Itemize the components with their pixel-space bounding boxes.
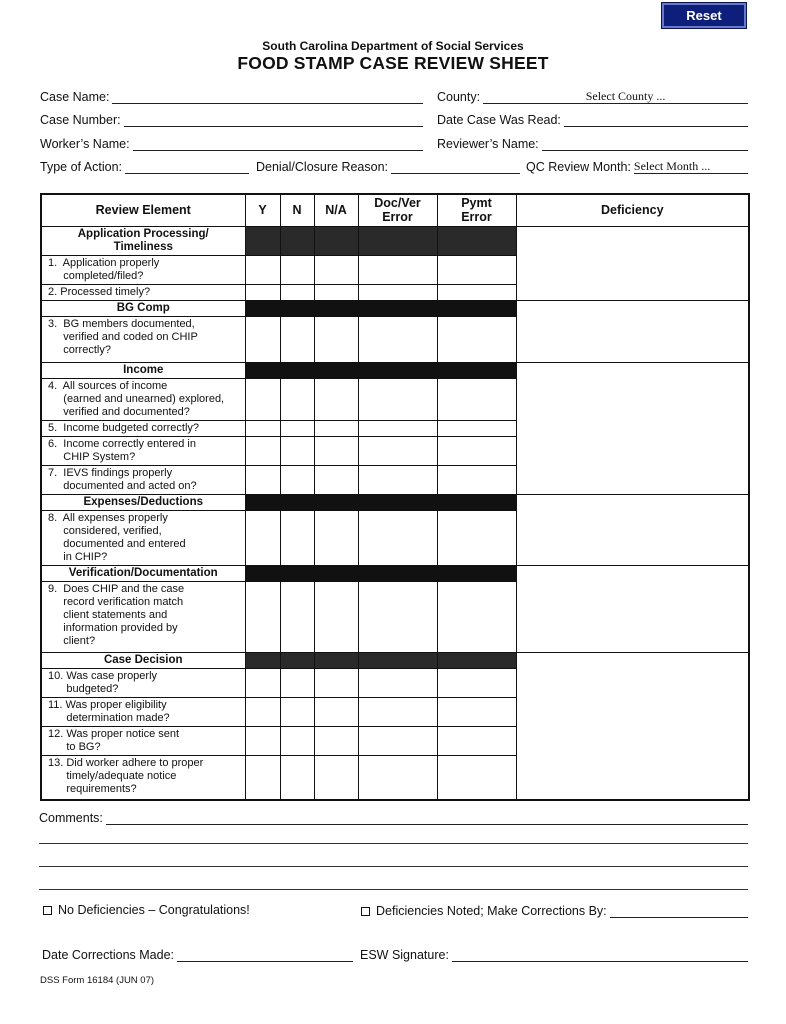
date-corrections-field[interactable] (42, 944, 353, 962)
y-cell[interactable] (245, 755, 280, 800)
n-cell[interactable] (280, 284, 314, 300)
pymt-error-cell[interactable] (437, 726, 516, 755)
y-cell[interactable] (245, 510, 280, 565)
pymt-error-cell[interactable] (437, 420, 516, 436)
pymt-error-cell[interactable] (437, 436, 516, 465)
na-cell[interactable] (314, 581, 358, 652)
section-shaded-cell (280, 494, 314, 510)
section-shaded-cell (245, 565, 280, 581)
section-shaded-cell (437, 226, 516, 255)
reviewer-name-field[interactable] (437, 133, 748, 151)
y-cell[interactable] (245, 697, 280, 726)
comments-input-line-1[interactable] (106, 811, 748, 825)
esw-signature-label: ESW Signature: (360, 948, 449, 962)
na-cell[interactable] (314, 378, 358, 420)
pymt-error-cell[interactable] (437, 284, 516, 300)
qc-month-field[interactable] (526, 156, 748, 174)
na-cell[interactable] (314, 668, 358, 697)
case-number-label: Case Number: (40, 113, 121, 127)
type-of-action-input[interactable] (125, 160, 249, 174)
deficiency-input[interactable] (516, 565, 749, 652)
deficiencies-noted-field[interactable] (361, 900, 748, 918)
n-cell[interactable] (280, 581, 314, 652)
deficiency-input[interactable] (516, 300, 749, 362)
county-select[interactable] (483, 90, 748, 104)
docver-error-cell[interactable] (358, 436, 437, 465)
comments-input-line-4[interactable] (39, 889, 748, 890)
pymt-error-cell[interactable] (437, 668, 516, 697)
esw-signature-input[interactable] (452, 948, 748, 962)
qc-month-select-value: Select Month ... (633, 159, 711, 173)
section-shaded-cell (314, 362, 358, 378)
date-read-label: Date Case Was Read: (437, 113, 561, 127)
review-item-text: 10. Was case properly budgeted? (41, 668, 245, 697)
y-cell[interactable] (245, 378, 280, 420)
deficiency-input[interactable] (516, 362, 749, 494)
section-title: Verification/Documentation (41, 565, 245, 581)
pymt-error-cell[interactable] (437, 697, 516, 726)
review-item-text: 3. BG members documented, verified and coded on CHIP correctly? (41, 316, 245, 362)
n-cell[interactable] (280, 755, 314, 800)
docver-error-cell[interactable] (358, 510, 437, 565)
na-cell[interactable] (314, 316, 358, 362)
n-cell[interactable] (280, 378, 314, 420)
esw-signature-field[interactable] (360, 944, 748, 962)
review-item-text: 1. Application properly completed/filed? (41, 255, 245, 284)
date-corrections-label: Date Corrections Made: (42, 948, 175, 962)
docver-error-cell[interactable] (358, 255, 437, 284)
review-item-text: 5. Income budgeted correctly? (41, 420, 245, 436)
header-review-element: Review Element (41, 194, 245, 226)
section-shaded-cell (245, 226, 280, 255)
n-cell[interactable] (280, 726, 314, 755)
pymt-error-cell[interactable] (437, 255, 516, 284)
pymt-error-cell[interactable] (437, 755, 516, 800)
date-corrections-input[interactable] (177, 948, 353, 962)
n-cell[interactable] (280, 510, 314, 565)
review-item-text: 11. Was proper eligibility determination made? (41, 697, 245, 726)
docver-error-cell[interactable] (358, 420, 437, 436)
comments-input-line-2[interactable] (39, 843, 748, 844)
no-deficiencies-label: No Deficiencies – Congratulations! (58, 903, 250, 917)
section-shaded-cell (314, 565, 358, 581)
pymt-error-cell[interactable] (437, 378, 516, 420)
review-item-text: 8. All expenses properly considered, verified, documented and entered in CHIP? (41, 510, 245, 565)
n-cell[interactable] (280, 465, 314, 494)
date-read-field[interactable] (437, 109, 748, 127)
y-cell[interactable] (245, 255, 280, 284)
header-n: N (280, 194, 314, 226)
date-read-input[interactable] (564, 113, 748, 127)
agency-name: South Carolina Department of Social Services (262, 39, 524, 53)
review-table (40, 193, 750, 801)
header-na: N/A (314, 194, 358, 226)
na-cell[interactable] (314, 755, 358, 800)
section-shaded-cell (437, 652, 516, 668)
review-item-text: 9. Does CHIP and the case record verification match client statements and information provided by client? (41, 581, 245, 652)
worker-name-field[interactable] (40, 133, 423, 151)
y-cell[interactable] (245, 316, 280, 362)
section-shaded-cell (280, 652, 314, 668)
na-cell[interactable] (314, 284, 358, 300)
section-shaded-cell (437, 300, 516, 316)
comments-label: Comments: (39, 811, 103, 825)
y-cell[interactable] (245, 668, 280, 697)
y-cell[interactable] (245, 465, 280, 494)
pymt-error-cell[interactable] (437, 510, 516, 565)
review-item-text: 7. IEVS findings properly documented and acted on? (41, 465, 245, 494)
section-shaded-cell (314, 494, 358, 510)
n-cell[interactable] (280, 436, 314, 465)
section-title: Case Decision (41, 652, 245, 668)
na-cell[interactable] (314, 697, 358, 726)
section-shaded-cell (358, 494, 437, 510)
na-cell[interactable] (314, 436, 358, 465)
section-shaded-cell (358, 652, 437, 668)
county-field[interactable] (437, 86, 748, 104)
denial-reason-label: Denial/Closure Reason: (256, 160, 389, 174)
section-header-row (41, 362, 749, 378)
section-shaded-cell (437, 494, 516, 510)
docver-error-cell[interactable] (358, 581, 437, 652)
type-of-action-label: Type of Action: (40, 160, 122, 174)
na-cell[interactable] (314, 255, 358, 284)
case-number-input[interactable] (124, 113, 423, 127)
deficiencies-noted-checkbox[interactable] (361, 907, 370, 916)
y-cell[interactable] (245, 726, 280, 755)
docver-error-cell[interactable] (358, 726, 437, 755)
deficiency-input[interactable] (516, 226, 749, 300)
reset-button[interactable]: Reset (662, 3, 746, 28)
section-shaded-cell (314, 300, 358, 316)
section-shaded-cell (358, 300, 437, 316)
section-header-row (41, 565, 749, 581)
deficiency-input[interactable] (516, 652, 749, 800)
reviewer-name-input[interactable] (542, 137, 748, 151)
section-title: BG Comp (41, 300, 245, 316)
section-shaded-cell (280, 565, 314, 581)
case-name-input[interactable] (112, 90, 423, 104)
section-shaded-cell (245, 494, 280, 510)
corrections-by-input[interactable] (610, 904, 748, 918)
docver-error-cell[interactable] (358, 697, 437, 726)
header-deficiency: Deficiency (516, 194, 749, 226)
docver-error-cell[interactable] (358, 755, 437, 800)
form-number: DSS Form 16184 (JUN 07) (40, 975, 155, 986)
section-shaded-cell (314, 226, 358, 255)
table-body (41, 226, 749, 800)
table-header-row (41, 194, 749, 226)
header-pymt-error: Pymt Error (437, 194, 516, 226)
denial-reason-field[interactable] (256, 156, 520, 174)
pymt-error-cell[interactable] (437, 581, 516, 652)
qc-month-select[interactable] (634, 160, 748, 174)
n-cell[interactable] (280, 668, 314, 697)
section-shaded-cell (280, 300, 314, 316)
n-cell[interactable] (280, 420, 314, 436)
na-cell[interactable] (314, 510, 358, 565)
type-of-action-field[interactable] (40, 156, 249, 174)
worker-name-label: Worker’s Name: (40, 137, 130, 151)
section-header-row (41, 300, 749, 316)
n-cell[interactable] (280, 316, 314, 362)
docver-error-cell[interactable] (358, 316, 437, 362)
section-shaded-cell (280, 362, 314, 378)
deficiency-input[interactable] (516, 494, 749, 565)
section-title: Application Processing/ Timeliness (41, 226, 245, 255)
docver-error-cell[interactable] (358, 668, 437, 697)
section-title: Expenses/Deductions (41, 494, 245, 510)
y-cell[interactable] (245, 581, 280, 652)
section-shaded-cell (437, 362, 516, 378)
header-docver-error: Doc/Ver Error (358, 194, 437, 226)
section-header-row (41, 494, 749, 510)
docver-error-cell[interactable] (358, 378, 437, 420)
n-cell[interactable] (280, 697, 314, 726)
na-cell[interactable] (314, 420, 358, 436)
section-header-row (41, 652, 749, 668)
comments-input-line-3[interactable] (39, 866, 748, 867)
review-item-text: 12. Was proper notice sent to BG? (41, 726, 245, 755)
pymt-error-cell[interactable] (437, 465, 516, 494)
case-number-field[interactable] (40, 109, 423, 127)
qc-month-label: QC Review Month: (526, 160, 631, 174)
na-cell[interactable] (314, 465, 358, 494)
form-title: FOOD STAMP CASE REVIEW SHEET (237, 53, 549, 73)
docver-error-cell[interactable] (358, 284, 437, 300)
na-cell[interactable] (314, 726, 358, 755)
section-shaded-cell (314, 652, 358, 668)
case-name-label: Case Name: (40, 90, 110, 104)
worker-name-input[interactable] (133, 137, 423, 151)
section-shaded-cell (280, 226, 314, 255)
review-item-text: 2. Processed timely? (41, 284, 245, 300)
section-shaded-cell (358, 565, 437, 581)
section-header-row (41, 226, 749, 255)
y-cell[interactable] (245, 284, 280, 300)
section-title: Income (41, 362, 245, 378)
section-shaded-cell (245, 362, 280, 378)
review-item-text: 4. All sources of income (earned and unearned) explored, verified and documented? (41, 378, 245, 420)
section-shaded-cell (437, 565, 516, 581)
county-label: County: (437, 90, 481, 104)
review-item-text: 6. Income correctly entered in CHIP System? (41, 436, 245, 465)
docver-error-cell[interactable] (358, 465, 437, 494)
denial-reason-input[interactable] (391, 160, 520, 174)
section-shaded-cell (245, 300, 280, 316)
reviewer-name-label: Reviewer’s Name: (437, 137, 539, 151)
case-name-field[interactable] (40, 86, 423, 104)
comments-field[interactable] (39, 807, 748, 825)
review-item-text: 13. Did worker adhere to proper timely/adequate notice requirements? (41, 755, 245, 800)
deficiencies-noted-label: Deficiencies Noted; Make Corrections By: (376, 904, 607, 918)
no-deficiencies-checkbox[interactable] (43, 906, 52, 915)
header-y: Y (245, 194, 280, 226)
n-cell[interactable] (280, 255, 314, 284)
y-cell[interactable] (245, 420, 280, 436)
section-shaded-cell (245, 652, 280, 668)
no-deficiencies-option[interactable] (43, 903, 250, 917)
pymt-error-cell[interactable] (437, 316, 516, 362)
county-select-value: Select County ... (585, 89, 666, 103)
section-shaded-cell (358, 226, 437, 255)
section-shaded-cell (358, 362, 437, 378)
y-cell[interactable] (245, 436, 280, 465)
